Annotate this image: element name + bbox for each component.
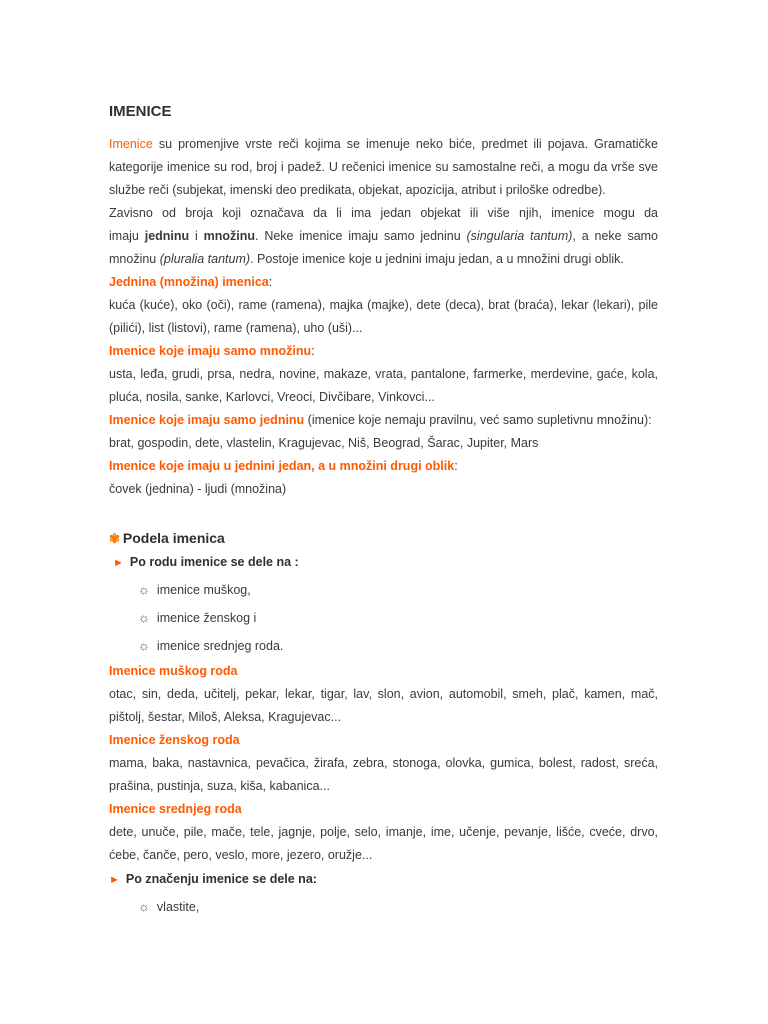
arrow-right-icon: ► (109, 874, 120, 886)
intro-lead-term: Imenice (109, 137, 153, 151)
list-item: ☼ imenice srednjeg roda. (138, 638, 284, 653)
section-samo-jednina: Imenice koje imaju samo jedninu (imenice koje nemaju pravilnu, već samo supletivnu množinu): brat, gospodin, dete, vlastelin, Kragujevac, Niš, Beograd, Šarac, Jupiter, Mars (109, 409, 658, 455)
meaning-list (109, 891, 658, 921)
intro-paragraph: Imenice su promenjive vrste reči kojima se imenuje neko biće, predmet ili pojava. Gramatičke kategorije imenice su rod, broj i padež. U rečenici imenice su samostalne reči, a mogu da vrše sve službe reči (subjekat, imenski deo predikata, objekat, apozicija, atribut i priloške odredbe). (109, 137, 658, 197)
section-jednina-mnozina: Jednina (množina) imenica: kuća (kuće), oko (oči), rame (ramena), majka (majke), dete (deca), brat (braća), lekar (lekari), pile (pilići), list (listovi), rame (ramena), uho (uši)... (109, 271, 658, 340)
term-jednina: jedninu (144, 229, 190, 243)
by-gender-heading: ► Po rodu imenice se dele na : (113, 555, 299, 569)
group-muski-rod (109, 660, 658, 729)
group-heading: Imenice ženskog roda (109, 733, 240, 747)
example-line: (pilići), list (listovi), rame (ramena), uho (uši)... (109, 321, 363, 335)
example-line: mama, baka, nastavnica, pevačica, žirafa, zebra, stonoga, olovka, gumica, bolest, radost, sreća, (109, 756, 658, 770)
example-line: prašina, pustinja, suza, kiša, kabanica... (109, 779, 330, 793)
section-heading: Imenice koje imaju samo jedninu (109, 413, 305, 427)
list-item: ☼ vlastite, (138, 899, 200, 914)
document-content (109, 100, 658, 921)
example-line: brat, gospodin, dete, vlastelin, Kragujevac, Niš, Beograd, Šarac, Jupiter, Mars (109, 436, 539, 450)
group-srednji-rod (109, 798, 658, 867)
gender-list (109, 574, 658, 660)
section-razliciti-oblici: Imenice koje imaju u jednini jedan, a u množini drugi oblik: čovek (jednina) - ljudi (množina) (109, 455, 658, 501)
list-item: ☼ imenice muškog, (138, 582, 251, 597)
example-line: kuća (kuće), oko (oči), rame (ramena), majka (majke), dete (deca), brat (braća), lekar (lekari), pile (109, 298, 658, 312)
term-mnozina: množinu (203, 229, 256, 243)
page-title: IMENICE (109, 103, 172, 120)
podela-title: ✾ Podela imenica (109, 530, 225, 546)
sun-bullet-icon: ☼ (138, 638, 150, 653)
group-heading: Imenice srednjeg roda (109, 802, 242, 816)
by-meaning-heading: ► Po značenju imenice se dele na: (109, 872, 317, 886)
flower-icon: ✾ (109, 531, 120, 546)
example-line: pluća, nosila, sanke, Karlovci, Vreoci, Divčibare, Vinkovci... (109, 390, 435, 404)
section-samo-mnozina: Imenice koje imaju samo množinu: usta, leđa, grudi, prsa, nedra, novine, makaze, vrata, pantalone, farmerke, merdevine, gaće, kola, pluća, nosila, sanke, Karlovci, Vreoci, Divčibare, Vinkovci... (109, 340, 658, 409)
section-heading: Imenice koje imaju samo množinu (109, 344, 312, 358)
example-line: čovek (jednina) - ljudi (množina) (109, 482, 287, 496)
example-line: otac, sin, deda, učitelj, pekar, lekar, tigar, lav, slon, avion, automobil, smeh, plač, kamen, mač, (109, 687, 658, 701)
section-heading: Jednina (množina) imenica (109, 275, 269, 289)
group-heading: Imenice muškog roda (109, 664, 238, 678)
example-line: usta, leđa, grudi, prsa, nedra, novine, makaze, vrata, pantalone, farmerke, merdevine, gaće, kola, (109, 367, 658, 381)
list-item: ☼ imenice ženskog i (138, 610, 257, 625)
example-line: ćebe, čanče, pero, veslo, more, jezero, oružje... (109, 848, 373, 862)
sun-bullet-icon: ☼ (138, 582, 150, 597)
example-line: dete, unuče, pile, mače, tele, jagnje, polje, selo, imanje, ime, učenje, pevanje, lišće, cveće, drvo, (109, 825, 658, 839)
number-paragraph: Zavisno od broja koji označava da li ima jedan objekat ili više njih, imenice mogu da imaju jedninu i množinu. Neke imenice imaju samo jedninu (singularia tantum), a neke samo množinu (pluralia tantum). Postoje imenice koje u jednini imaju jedan, a u množini drugi oblik. (109, 206, 659, 266)
example-line: pištolj, šestar, Miloš, Aleksa, Kragujevac... (109, 710, 342, 724)
sun-bullet-icon: ☼ (138, 610, 150, 625)
group-zenski-rod (109, 729, 658, 798)
arrow-right-icon: ► (113, 557, 124, 569)
section-heading: Imenice koje imaju u jednini jedan, a u množini drugi oblik (109, 459, 455, 473)
sun-bullet-icon: ☼ (138, 899, 150, 914)
